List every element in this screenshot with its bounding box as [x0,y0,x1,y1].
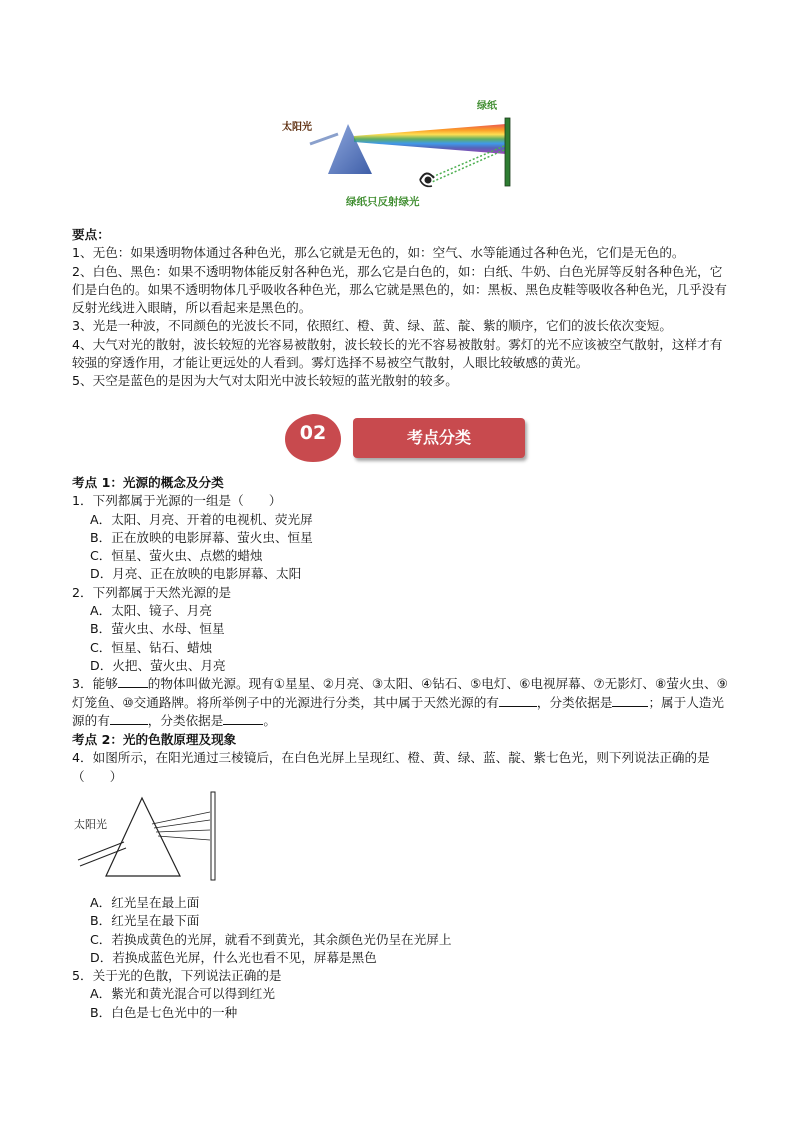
question-1-option-a[interactable]: A．太阳、月亮、开着的电视机、荧光屏 [90,511,313,527]
answer-blank[interactable] [110,724,148,725]
key-points [72,226,732,391]
point-2: 2、白色、黑色：如果不透明物体能反射各种色光，那么它是白色的，如：白纸、牛奶、白色光屏等反射各种色光，它们是白色的。如果不透明物体几乎吸收各种色光，那么它就是黑色的，如：黑板、黑色皮鞋等吸收各种色光，几乎没有反射光线进入眼睛，所以看起来是黑色的。 [72,263,727,316]
question-5-stem: 5．关于光的色散，下列说法正确的是 [72,968,282,984]
question-4-option-d[interactable]: D．若换成蓝色光屏，什么光也看不见，屏幕是黑色 [90,949,377,965]
answer-blank[interactable] [223,724,263,725]
question-1-option-d[interactable]: D．月亮、正在放映的电影屏幕、太阳 [90,566,302,582]
topic-2-title: 考点 2：光的色散原理及现象 [72,732,237,747]
prism-dispersion-figure [280,92,520,212]
green-paper-label: 绿纸 [477,101,497,112]
question-2-option-a[interactable]: A．太阳、镜子、月亮 [90,603,212,619]
prism [328,124,372,174]
answer-blank[interactable] [118,687,148,688]
sun-light-label: 太阳光 [74,818,107,831]
question-1-stem: 1．下列都属于光源的一组是（ ） [72,493,282,509]
question-5-option-b[interactable]: B．白色是七色光中的一种 [90,1004,238,1020]
question-2-stem: 2．下列都属于天然光源的是 [72,584,232,600]
answer-blank[interactable] [499,706,537,707]
point-3: 3、光是一种波，不同颜色的光波长不同，依照红、橙、黄、绿、蓝、靛、紫的顺序，它们的波长依次变短。 [72,318,672,334]
question-5-option-a[interactable]: A．紫光和黄光混合可以得到红光 [90,986,275,1002]
topic-2 [72,731,732,786]
spectrum-beam [354,124,506,154]
section-number: 02 [299,422,327,444]
white-screen [211,792,215,880]
question-2-option-c[interactable]: C．恒星、钻石、蜡烛 [90,639,213,655]
question-4-option-b[interactable]: B．红光呈在最下面 [90,913,200,929]
topic-1 [72,474,732,730]
section-title: 考点分类 [353,418,525,458]
answer-blank[interactable] [612,706,648,707]
figure-caption: 绿纸只反射绿光 [346,196,420,208]
question-2-option-d[interactable]: D．火把、萤火虫、月亮 [90,657,226,673]
question-2-option-b[interactable]: B．萤火虫、水母、恒星 [90,621,225,637]
topic-2-options [72,894,732,1022]
point-1: 1、无色：如果透明物体通过各种色光，那么它就是无色的，如：空气、水等能通过各种色光，它们是无色的。 [72,245,685,261]
question-1-option-c[interactable]: C．恒星、萤火虫、点燃的蜡烛 [90,548,263,564]
point-4: 4、大气对光的散射，波长较短的光容易被散射，波长较长的光不容易被散射。雾灯的光不应该被空气散射，这样才有较强的穿透作用，才能让更远处的人看到。雾灯选择不易被空气散射，人眼比较敏感的黄光。 [72,336,723,371]
prism-screen-figure [72,790,232,882]
sun-ray [310,134,338,144]
topic-1-title: 考点 1：光源的概念及分类 [72,475,224,490]
question-1-option-b[interactable]: B．正在放映的电影屏幕、萤火虫、恒星 [90,529,313,545]
green-paper [505,118,510,186]
sun-light-label: 太阳光 [282,122,312,133]
reflected-green-light [430,146,504,182]
question-3: 3．能够 的物体叫做光源。现有①星星、②月亮、③太阳、④钻石、⑤电灯、⑥电视屏幕、⑦无影灯、⑧萤火虫、⑨灯笼鱼、⑩交通路牌。将所举例子中的光源进行分类，其中属于天然光源的有 ，分类依据是 ；属于人造光源的有 ，分类依据是 。 [72,676,728,728]
question-4-stem: 4．如图所示，在阳光通过三棱镜后，在白色光屏上呈现红、橙、黄、绿、蓝、靛、紫七色光，则下列说法正确的是（ ） [72,750,710,784]
point-5: 5、天空是蓝色的是因为大气对太阳光中波长较短的蓝光散射的较多。 [72,373,458,389]
question-4-option-c[interactable]: C．若换成黄色的光屏，就看不到黄光，其余颜色光仍呈在光屏上 [90,931,452,947]
question-4-option-a[interactable]: A．红光呈在最上面 [90,895,200,910]
section-badge [283,412,533,468]
eye-icon [420,173,434,186]
key-points-heading: 要点： [72,227,110,242]
